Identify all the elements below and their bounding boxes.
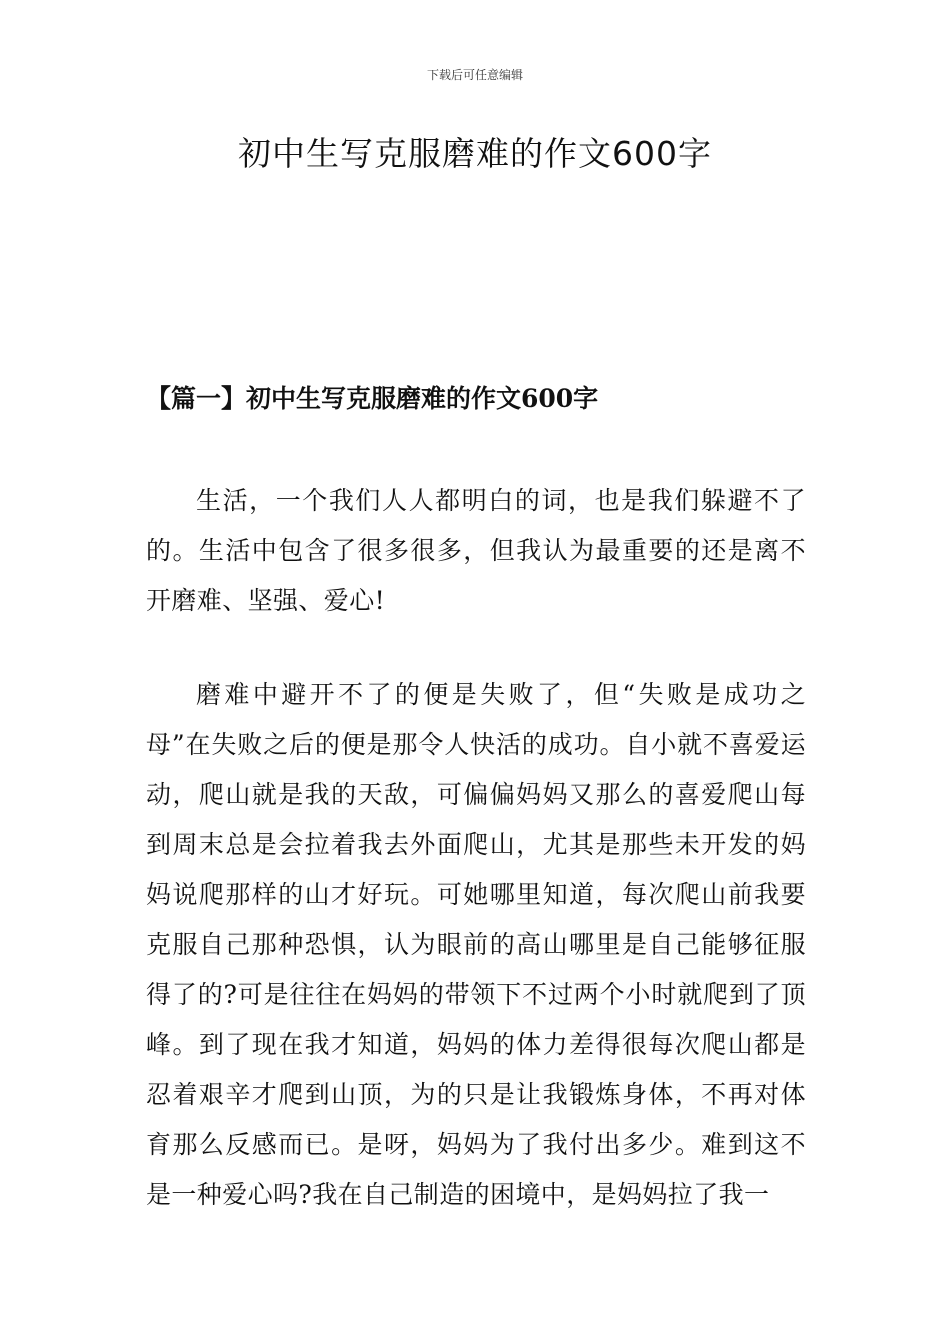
document-title: 初中生写克服磨难的作文600字 [238,134,712,173]
section-heading: 【篇一】初中生写克服磨难的作文600字 [146,384,599,413]
paragraph-2: 磨难中避开不了的便是失败了，但“失败是成功之母”在失败之后的便是那令人快活的成功。自小就不喜爱运动，爬山就是我的天敌，可偏偏妈妈又那么的喜爱爬山每到周末总是会拉着我去外面爬山，尤其是那些未开发的妈妈说爬那样的山才好玩。可她哪里知道，每次爬山前我要克服自己那种恐惧，认为眼前的高山哪里是自己能够征服得了的?可是往往在妈妈的带领下不过两个小时就爬到了顶峰。到了现在我才知道，妈妈的体力差得很每次爬山都是忍着艰辛才爬到山顶，为的只是让我锻炼身体，不再对体育那么反感而已。是呀，妈妈为了我付出多少。难到这不是一种爱心吗?我在自己制造的困境中，是妈妈拉了我一 [146,680,806,1209]
paragraph-1: 生活，一个我们人人都明白的词，也是我们躲避不了的。生活中包含了很多很多，但我认为最重要的还是离不开磨难、坚强、爱心! [146,486,806,615]
header-note: 下载后可任意编辑 [426,68,523,82]
